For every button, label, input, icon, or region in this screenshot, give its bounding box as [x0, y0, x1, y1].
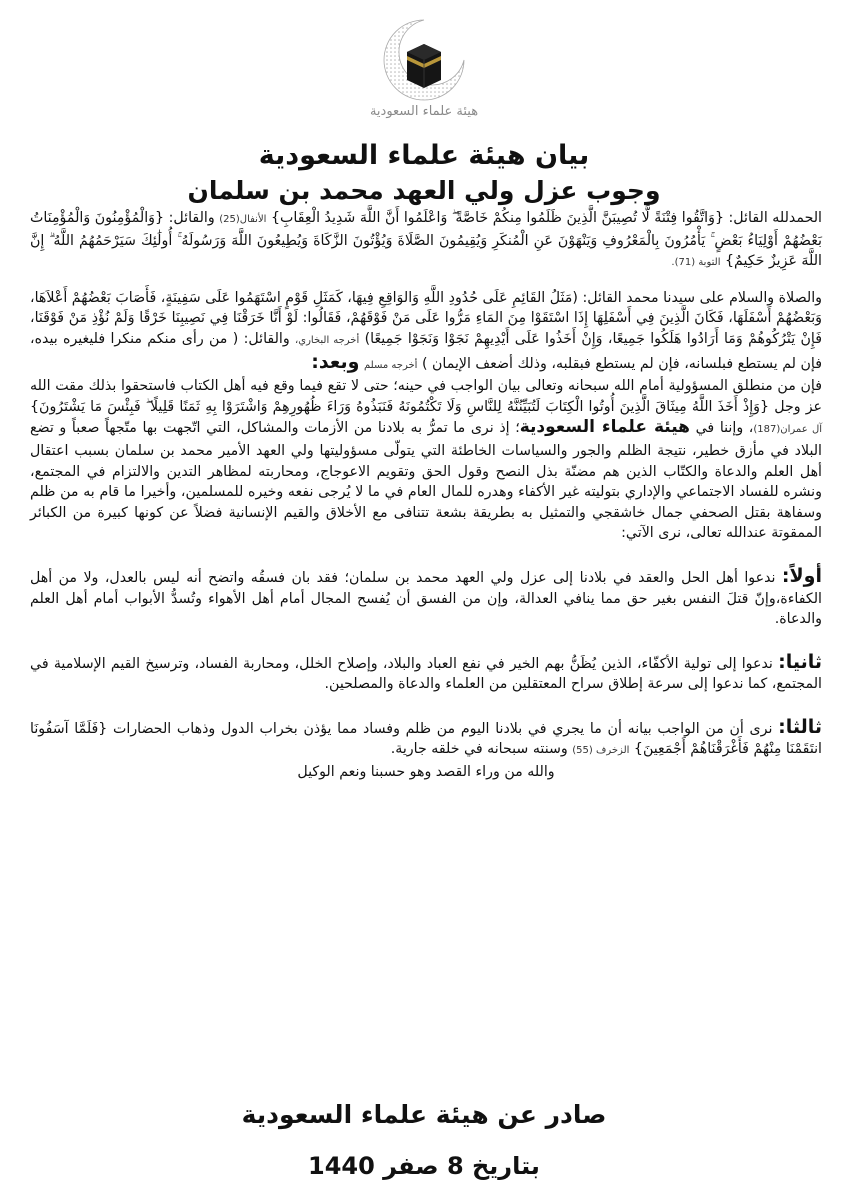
main-paragraph — [30, 376, 822, 544]
hadith-reference: أخرجه البخاري، — [295, 334, 360, 346]
hadith-text-1: والصلاة والسلام على سيدنا محمد القائل: (مَثَلُ القَائِمِ عَلَى حُدُودِ اللَّهِ وَالوَاقِعِ فِيهَا، كَمَثَلِ قَوْمٍ اسْتَهَمُوا عَلَى سَفِينَةٍ، فَأَصَابَ بَعْضُهُمْ أَعْلاَهَا، وَبَعْضُهُمْ أَسْفَلَهَا، فَكَانَ الَّذِينَ فِي أَسْفَلِهَا إِذَا اسْتَقَوْا مِنَ المَاءِ مَرُّوا عَلَى مَنْ فَوْقَهُمْ، فَقَالُوا: لَوْ أَنَّا خَرَقْنَا فِي نَصِيبِنَا خَرْقًا وَلَمْ نُؤْذِ مَنْ فَوْقَنَا، فَإِنْ يَتْرُكُوهُمْ وَمَا أَرَادُوا هَلَكُوا جَمِيعًا، وَإِنْ أَخَذُوا عَلَى أَيْدِيهِمْ نَجَوْا وَنَجَوْا جَمِيعًا) — [30, 289, 822, 347]
point-label: ثالثا: — [778, 715, 822, 738]
point-label: أولاً: — [781, 564, 822, 587]
point-first — [30, 566, 822, 630]
point-text-after: وسنته سبحانه في خلقه جارية. — [390, 741, 568, 758]
org-name: هيئة علماء السعودية — [519, 417, 690, 438]
verse-reference: آل عمران(187) — [753, 424, 822, 436]
verse-reference: الزخرف (55) — [572, 745, 630, 757]
point-third — [30, 717, 822, 762]
page-title: بيان هيئة علماء السعودية — [258, 140, 590, 171]
statement-body — [30, 208, 822, 783]
point-text: نرى أن من الواجب بيانه أن ما يجري في بلادنا اليوم من ظلم وفساد مما يؤذن بخراب الدول وذهاب الحضارات {فَلَمَّا آسَفُونَا انتَقَمْنَا مِنْهُمْ فَأَغْرَقْنَاهُمْ أَجْمَعِينَ} — [30, 720, 822, 758]
intro-paragraph — [30, 208, 822, 274]
point-text: ندعوا إلى تولية الأكفّاء، الذين يُظَنُّ بهم الخير في نفع العباد والبلاد، وإصلاح الخلل، ومحاربة الفساد، وترسيخ القيم الإسلامية في المجتمع، كما ندعوا إلى سرعة إطلاق سراح المعتقلين من العلماء والدعاة والمصلحين. — [30, 655, 822, 693]
intro-verse-2: والقائل: {وَالْمُؤْمِنُونَ وَالْمُؤْمِنَاتُ بَعْضُهُمْ أَوْلِيَاءُ بَعْضٍ ۚ يَأْمُرُونَ بِالْمَعْرُوفِ وَيَنْهَوْنَ عَنِ الْمُنكَرِ وَيُقِيمُونَ الصَّلَاةَ وَيُؤْتُونَ الزَّكَاةَ وَيُطِيعُونَ اللَّهَ وَرَسُولَهُ ۚ أُولَٰئِكَ سَيَرْحَمُهُمُ اللَّهُ ۗ إِنَّ اللَّهَ عَزِيزٌ حَكِيمٌ} — [30, 210, 822, 270]
logo — [0, 14, 848, 119]
verse-reference: الأنفال(25) — [219, 214, 267, 225]
point-second — [30, 652, 822, 695]
kaaba-crescent-logo-icon — [369, 14, 479, 106]
logo-caption: هيئة علماء السعودية — [369, 104, 479, 119]
hadith-reference: أخرجه مسلم — [363, 359, 418, 371]
intro-verse-1: الحمدلله القائل: {وَاتَّقُوا فِتْنَةً لَّا تُصِيبَنَّ الَّذِينَ ظَلَمُوا مِنكُمْ خَاصَّةً ۖ وَاعْلَمُوا أَنَّ اللَّهَ شَدِيدُ الْعِقَابِ} — [271, 210, 823, 226]
wabaad-heading: وبعد: — [311, 350, 360, 373]
issue-date: بتاريخ 8 صفر 1440 — [308, 1152, 540, 1180]
verse-reference: التوبة (71). — [671, 257, 721, 269]
main-text-2: ، وإننا في — [695, 420, 754, 437]
point-text: ندعوا أهل الحل والعقد في بلادنا إلى عزل ولي العهد محمد بن سلمان؛ فقد بان فسقُه واتضح أنه ليس بالعدل، ولا من أهل الكفاءة،وإنّ قتلَ النفس بغير حق مما ينافي العدالة، وإن من الفسق أن يُفسح المجال أمام أهل الأهواء وتُسدُّ الأبواب أمام أهل العلم والدعاة. — [30, 569, 822, 628]
issued-by: صادر عن هيئة علماء السعودية — [241, 1100, 607, 1129]
point-label: ثانيا: — [778, 650, 822, 673]
page-subtitle: وجوب عزل ولي العهد محمد بن سلمان — [187, 176, 661, 205]
closing-line: والله من وراء القصد وهو حسبنا ونعم الوكيل — [297, 764, 555, 781]
hadith-paragraph — [30, 288, 822, 376]
hadith-text-2: والقائل: ( من رأى منكم منكرا فليغيره بيده، فإن لم يستطع فبلسانه، فإن لم يستطع فبقلبه، وذلك أضعف الإيمان ) — [30, 330, 822, 372]
main-text-1: فإن من منطلق المسؤولية أمام الله سبحانه وتعالى بيان الواجب في حينه؛ حتى لا تقع فيما وقع فيه أهل الكتاب فاستحقوا بذلك مقت الله عز وجل {وَإِذْ أَخَذَ اللَّهُ مِيثَاقَ الَّذِينَ أُوتُوا الْكِتَابَ لَتُبَيِّنُنَّهُ لِلنَّاسِ وَلَا تَكْتُمُونَهُ فَنَبَذُوهُ وَرَاءَ ظُهُورِهِمْ وَاشْتَرَوْا بِهِ ثَمَنًا قَلِيلًا ۖ فَبِئْسَ مَا يَشْتَرُونَ} — [30, 378, 822, 415]
main-text-3: ؛ إذ نرى ما تمرُّ به بلادنا من الأزمات والمشاكل، التي اتّجهت بها متّجهاً صعباً و تضع البلاد في مأزق خطير، نتيجة الظلم والجور والسياسات الخاطئة التي يتولّى مسؤوليتها ولي العهد الأمير محمد بن سلمان بسبب اعتقال أهل العلم والدعاة والكتّاب الذين هم مضنّة بذل النصح وقول الحق وتقويم الاعوجاج، ومحاربته لمظاهر التدين والالتزام في المجتمع، ونشره للفساد الاجتماعي والإداري بتوليته غير الأكفاء وهدره للمال العام في ما لا يُرجى نفعه وخيره للمسلمين، وأخيرا ما قام به من ظلم وسفاهة بقتل الصحفي جمال خاشقجي والتمثيل به بطريقة بشعة تتنافى مع الأخلاق والقيم الإنسانية فضلاً عن كونها كبيرة من الكبائر الممقوتة عندالله تعالى، نرى الآتي: — [30, 420, 822, 542]
